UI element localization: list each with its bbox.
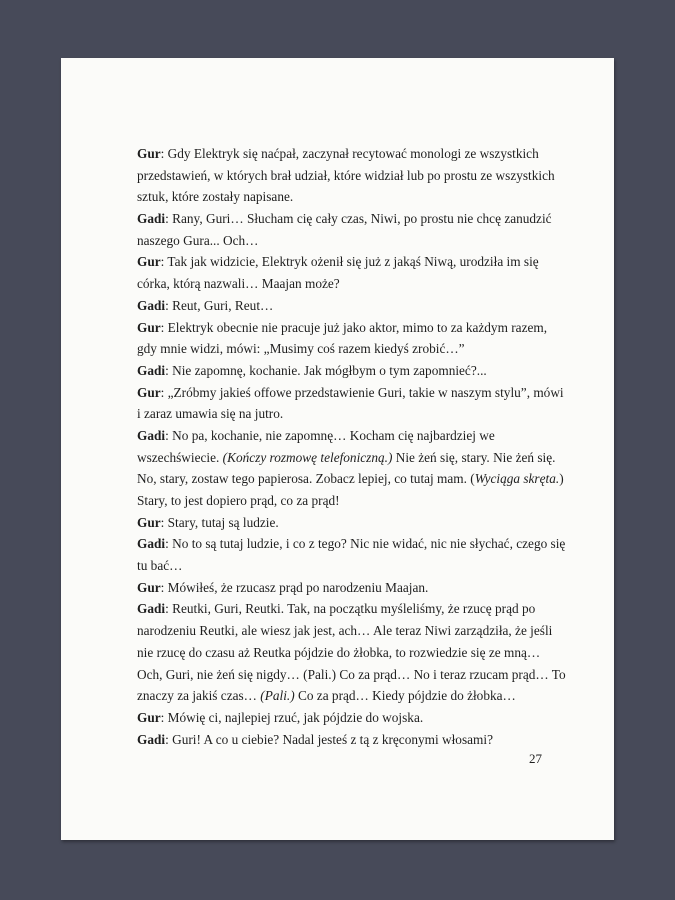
text-line [137,403,549,425]
text-line [137,447,556,469]
text-line [137,425,549,447]
text-line [137,273,549,295]
line-text: : Gdy Elektryk się naćpał, zaczynał recytować monologi ze wszystkich [160,146,539,161]
line-text: naszego Gura... Och… [137,232,259,248]
speaker-name: Gadi [137,731,166,747]
line-text: : No pa, kochanie, nie zapomnę… Kocham cię najbardziej we [165,427,495,443]
text-line [137,186,549,208]
line-text: Nie żeń się, stary. Nie żeń się. [392,449,556,465]
line-text: : Rany, Guri… Słucham cię cały czas, Niwi, po prostu nie chcę zanudzić [165,211,552,227]
line-text: : Reutki, Guri, Reutki. Tak, na początku myśleliśmy, że rzucę prąd po [165,601,536,617]
speaker-name: Gadi [137,362,166,378]
text-line [137,251,549,273]
line-text: No, stary, zostaw tego papierosa. Zobacz lepiej, co tutaj mam. ( [137,471,475,487]
text-line [137,533,566,555]
line-text: : Guri! A co u ciebie? Nadal jesteś z tą z kręconymi włosami? [165,731,493,747]
stage-direction: (Pali.) [260,688,295,704]
line-text: : Mówiłeś, że rzucasz prąd po narodzeniu Maajan. [160,579,429,595]
text-line [137,729,549,751]
text-line [137,295,549,317]
book-page [61,58,614,840]
line-text: : Nie zapomnę, kochanie. Jak mógłbym o tym zapomnieć?... [165,362,487,378]
text-line [137,208,552,230]
text-line [137,317,549,339]
line-text: znaczy za jakiś czas… [137,688,261,704]
line-text: gdy mnie widzi, mówi: „Musimy coś razem kiedyś zrobić…” [137,341,465,357]
speaker-name: Gur [137,709,161,725]
text-line [137,512,549,534]
line-text: narodzeniu Reutki, ale wiesz jak jest, ach… Ale teraz Niwi zarządziła, że jeśli [137,623,553,639]
stage-direction: (Kończy rozmowę telefoniczną.) [222,449,393,465]
text-line [137,490,549,512]
line-text: : Reut, Guri, Reut… [165,297,274,313]
text-line [137,577,549,599]
line-text: wszechświecie. [137,449,223,465]
text-line [137,685,549,707]
speaker-name: Gadi [137,211,166,227]
speaker-name: Gur [137,514,161,530]
text-line [137,642,549,664]
text-line [137,338,549,360]
line-text: Co za prąd… Kiedy pójdzie do żłobka… [294,688,516,704]
line-text: : Tak jak widzicie, Elektryk ożenił się już z jakąś Niwą, urodziła im się [160,254,539,270]
text-line [137,360,549,382]
text-line [137,598,549,620]
speaker-name: Gadi [137,601,166,617]
line-text: ) [559,471,564,487]
line-text: : Stary, tutaj są ludzie. [160,514,279,530]
line-text: tu bać… [137,558,183,574]
speaker-name: Gur [137,254,161,270]
line-text: przedstawień, w których brał udział, które widział lub po prostu ze wszystkich [137,167,555,183]
speaker-name: Gadi [137,427,166,443]
line-text: : „Zróbmy jakieś offowe przedstawienie Guri, takie w naszym stylu”, mówi [160,384,564,400]
text-line [137,230,549,252]
text-line [137,620,553,642]
text-line [137,165,555,187]
line-text: córka, którą nazwali… Maajan może? [137,276,340,292]
page-text [137,143,566,750]
speaker-name: Gur [137,579,161,595]
speaker-name: Gur [137,319,161,335]
line-text: i zaraz umawia się na jutro. [137,406,284,422]
line-text: sztuk, które zostały napisane. [137,189,294,205]
line-text: Stary, to jest dopiero prąd, co za prąd! [137,493,340,508]
line-text: : Elektryk obecnie nie pracuje już jako aktor, mimo to za każdym razem, [160,319,548,335]
page-number: 27 [529,751,542,766]
stage-direction: Wyciąga skręta. [474,471,560,487]
text-line [137,143,549,165]
speaker-name: Gur [137,384,161,400]
text-line [137,382,564,404]
text-line [137,468,564,490]
text-line [137,555,549,577]
line-text: nie rzucę do czasu aż Reutka pójdzie do żłobka, to rozwiedzie się ze mną… [137,644,541,660]
text-line [137,664,566,686]
speaker-name: Gadi [137,297,166,313]
line-text: : No to są tutaj ludzie, i co z tego? Nic nie widać, nic nie słychać, czego się [165,536,566,552]
line-text: : Mówię ci, najlepiej rzuć, jak pójdzie do wojska. [160,709,424,725]
speaker-name: Gur [137,146,161,161]
line-text: Och, Guri, nie żeń się nigdy… (Pali.) Co za prąd… No i teraz rzucam prąd… To [137,666,566,682]
speaker-name: Gadi [137,536,166,552]
text-line [137,707,549,729]
